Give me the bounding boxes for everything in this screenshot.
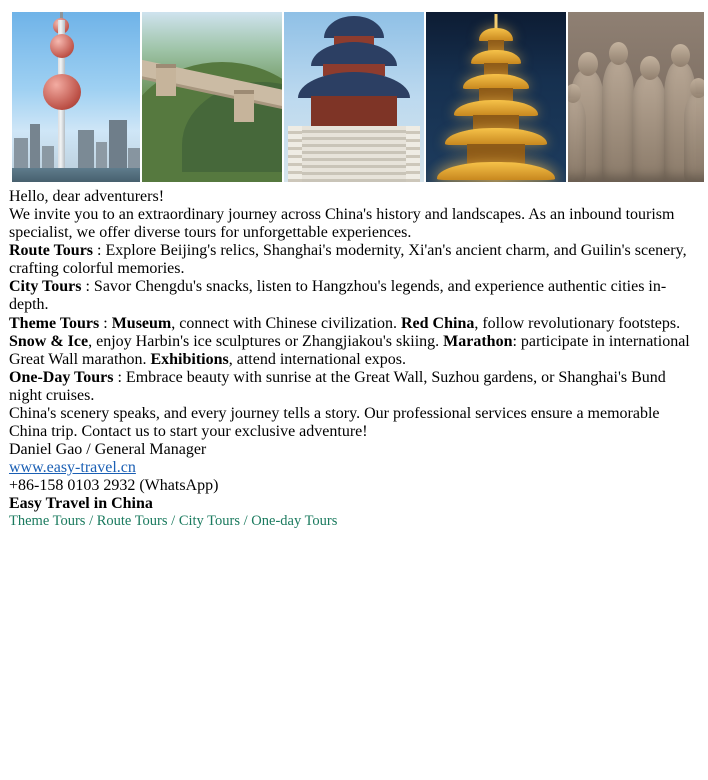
watchtower-left xyxy=(156,64,176,96)
phone-line: +86-158 0103 2932 (WhatsApp) xyxy=(9,477,219,495)
signature-line: Daniel Gao / General Manager xyxy=(9,441,207,459)
banner-image-terracotta-army-xian xyxy=(568,12,704,182)
city-tours-paragraph xyxy=(9,278,699,314)
website-line xyxy=(9,459,699,477)
one-day-tours-separator: : xyxy=(117,368,122,386)
theme-item-snow-ice-text: , enjoy Harbin's ice sculptures or Zhangjiakou's skiing. xyxy=(88,332,440,350)
footer-separator-1: / xyxy=(89,513,94,530)
tower-middle-sphere xyxy=(50,34,74,58)
email-body xyxy=(0,188,708,530)
theme-item-snow-ice-label: Snow & Ice xyxy=(9,332,89,350)
theme-item-exhibitions-text: , attend international expos. xyxy=(228,350,407,368)
theme-tours-separator: : xyxy=(103,314,108,332)
greeting-line: Hello, dear adventurers! xyxy=(9,188,165,205)
route-tours-heading: Route Tours xyxy=(9,242,94,260)
balustrade-left xyxy=(288,126,302,182)
closing-paragraph: China's scenery speaks, and every journey tells a story. Our professional services ensure a memorable China trip. Contact us to start your exclusive adventure! xyxy=(9,404,660,441)
huangpu-river xyxy=(12,168,140,182)
pagoda-tier-5 xyxy=(445,128,547,145)
temple-hall xyxy=(311,96,397,128)
footer-separator-2: / xyxy=(171,513,176,530)
banner-image-oriental-pearl-tower-shanghai xyxy=(12,12,140,182)
footer-links xyxy=(9,513,699,529)
route-tours-paragraph xyxy=(9,242,699,278)
theme-item-red-china-text: , follow revolutionary footsteps. xyxy=(474,314,681,332)
theme-tours-paragraph xyxy=(9,315,699,369)
email-page xyxy=(0,12,708,530)
tower-main-sphere xyxy=(43,74,81,110)
pagoda-tier-2 xyxy=(471,50,521,64)
route-tours-separator: : xyxy=(97,242,102,260)
temple-roof-bottom xyxy=(298,72,410,98)
one-day-tours-text: Embrace beauty with sunrise at the Great Wall, Suzhou gardens, or Shanghai's Bund night cruises. xyxy=(9,368,666,404)
banner-image-golden-pagoda-night xyxy=(426,12,566,182)
theme-item-red-china-label: Red China xyxy=(400,314,475,332)
theme-item-marathon-label: Marathon xyxy=(443,332,513,350)
footer-separator-3: / xyxy=(243,513,248,530)
footer-link-theme-tours[interactable]: Theme Tours xyxy=(9,513,86,530)
city-tours-text: Savor Chengdu's snacks, listen to Hangzhou's legends, and experience authentic cities in-depth. xyxy=(9,278,667,314)
balustrade-right xyxy=(406,126,420,182)
theme-item-museum-text: , connect with Chinese civilization. xyxy=(171,314,397,332)
temple-staircase xyxy=(298,126,410,182)
footer-link-city-tours[interactable]: City Tours xyxy=(178,513,240,530)
pagoda-tier-3 xyxy=(463,74,529,89)
footer-link-route-tours[interactable]: Route Tours xyxy=(96,513,168,530)
one-day-tours-paragraph xyxy=(9,369,699,405)
pagoda-base xyxy=(467,144,525,164)
temple-roof-top xyxy=(324,16,384,38)
company-tagline: Easy Travel in China xyxy=(9,495,153,513)
watchtower-right xyxy=(234,90,254,122)
theme-tours-heading: Theme Tours xyxy=(9,314,100,332)
city-tours-heading: City Tours xyxy=(9,278,82,296)
temple-roof-middle xyxy=(311,42,397,66)
banner-image-strip xyxy=(12,12,706,182)
footer-link-one-day-tours[interactable]: One-day Tours xyxy=(251,513,338,530)
theme-item-exhibitions-label: Exhibitions xyxy=(150,350,229,368)
one-day-tours-heading: One-Day Tours xyxy=(9,368,114,386)
pagoda-tier-4 xyxy=(454,100,538,116)
city-tours-separator: : xyxy=(85,278,90,296)
website-link[interactable]: www.easy-travel.cn xyxy=(9,459,136,477)
route-tours-text: Explore Beijing's relics, Shanghai's modernity, Xi'an's ancient charm, and Guilin's scenery, crafting colorful memories. xyxy=(9,242,687,278)
theme-item-museum-label: Museum xyxy=(111,314,172,332)
intro-paragraph: We invite you to an extraordinary journey across China's history and landscapes. As an inbound tourism specialist, we offer diverse tours for unforgettable experiences. xyxy=(9,206,675,242)
theme-item-marathon-text: : participate in international Great Wall marathon. xyxy=(9,332,690,368)
banner-image-great-wall-of-china xyxy=(142,12,282,182)
banner-image-temple-of-heaven-beijing xyxy=(284,12,424,182)
